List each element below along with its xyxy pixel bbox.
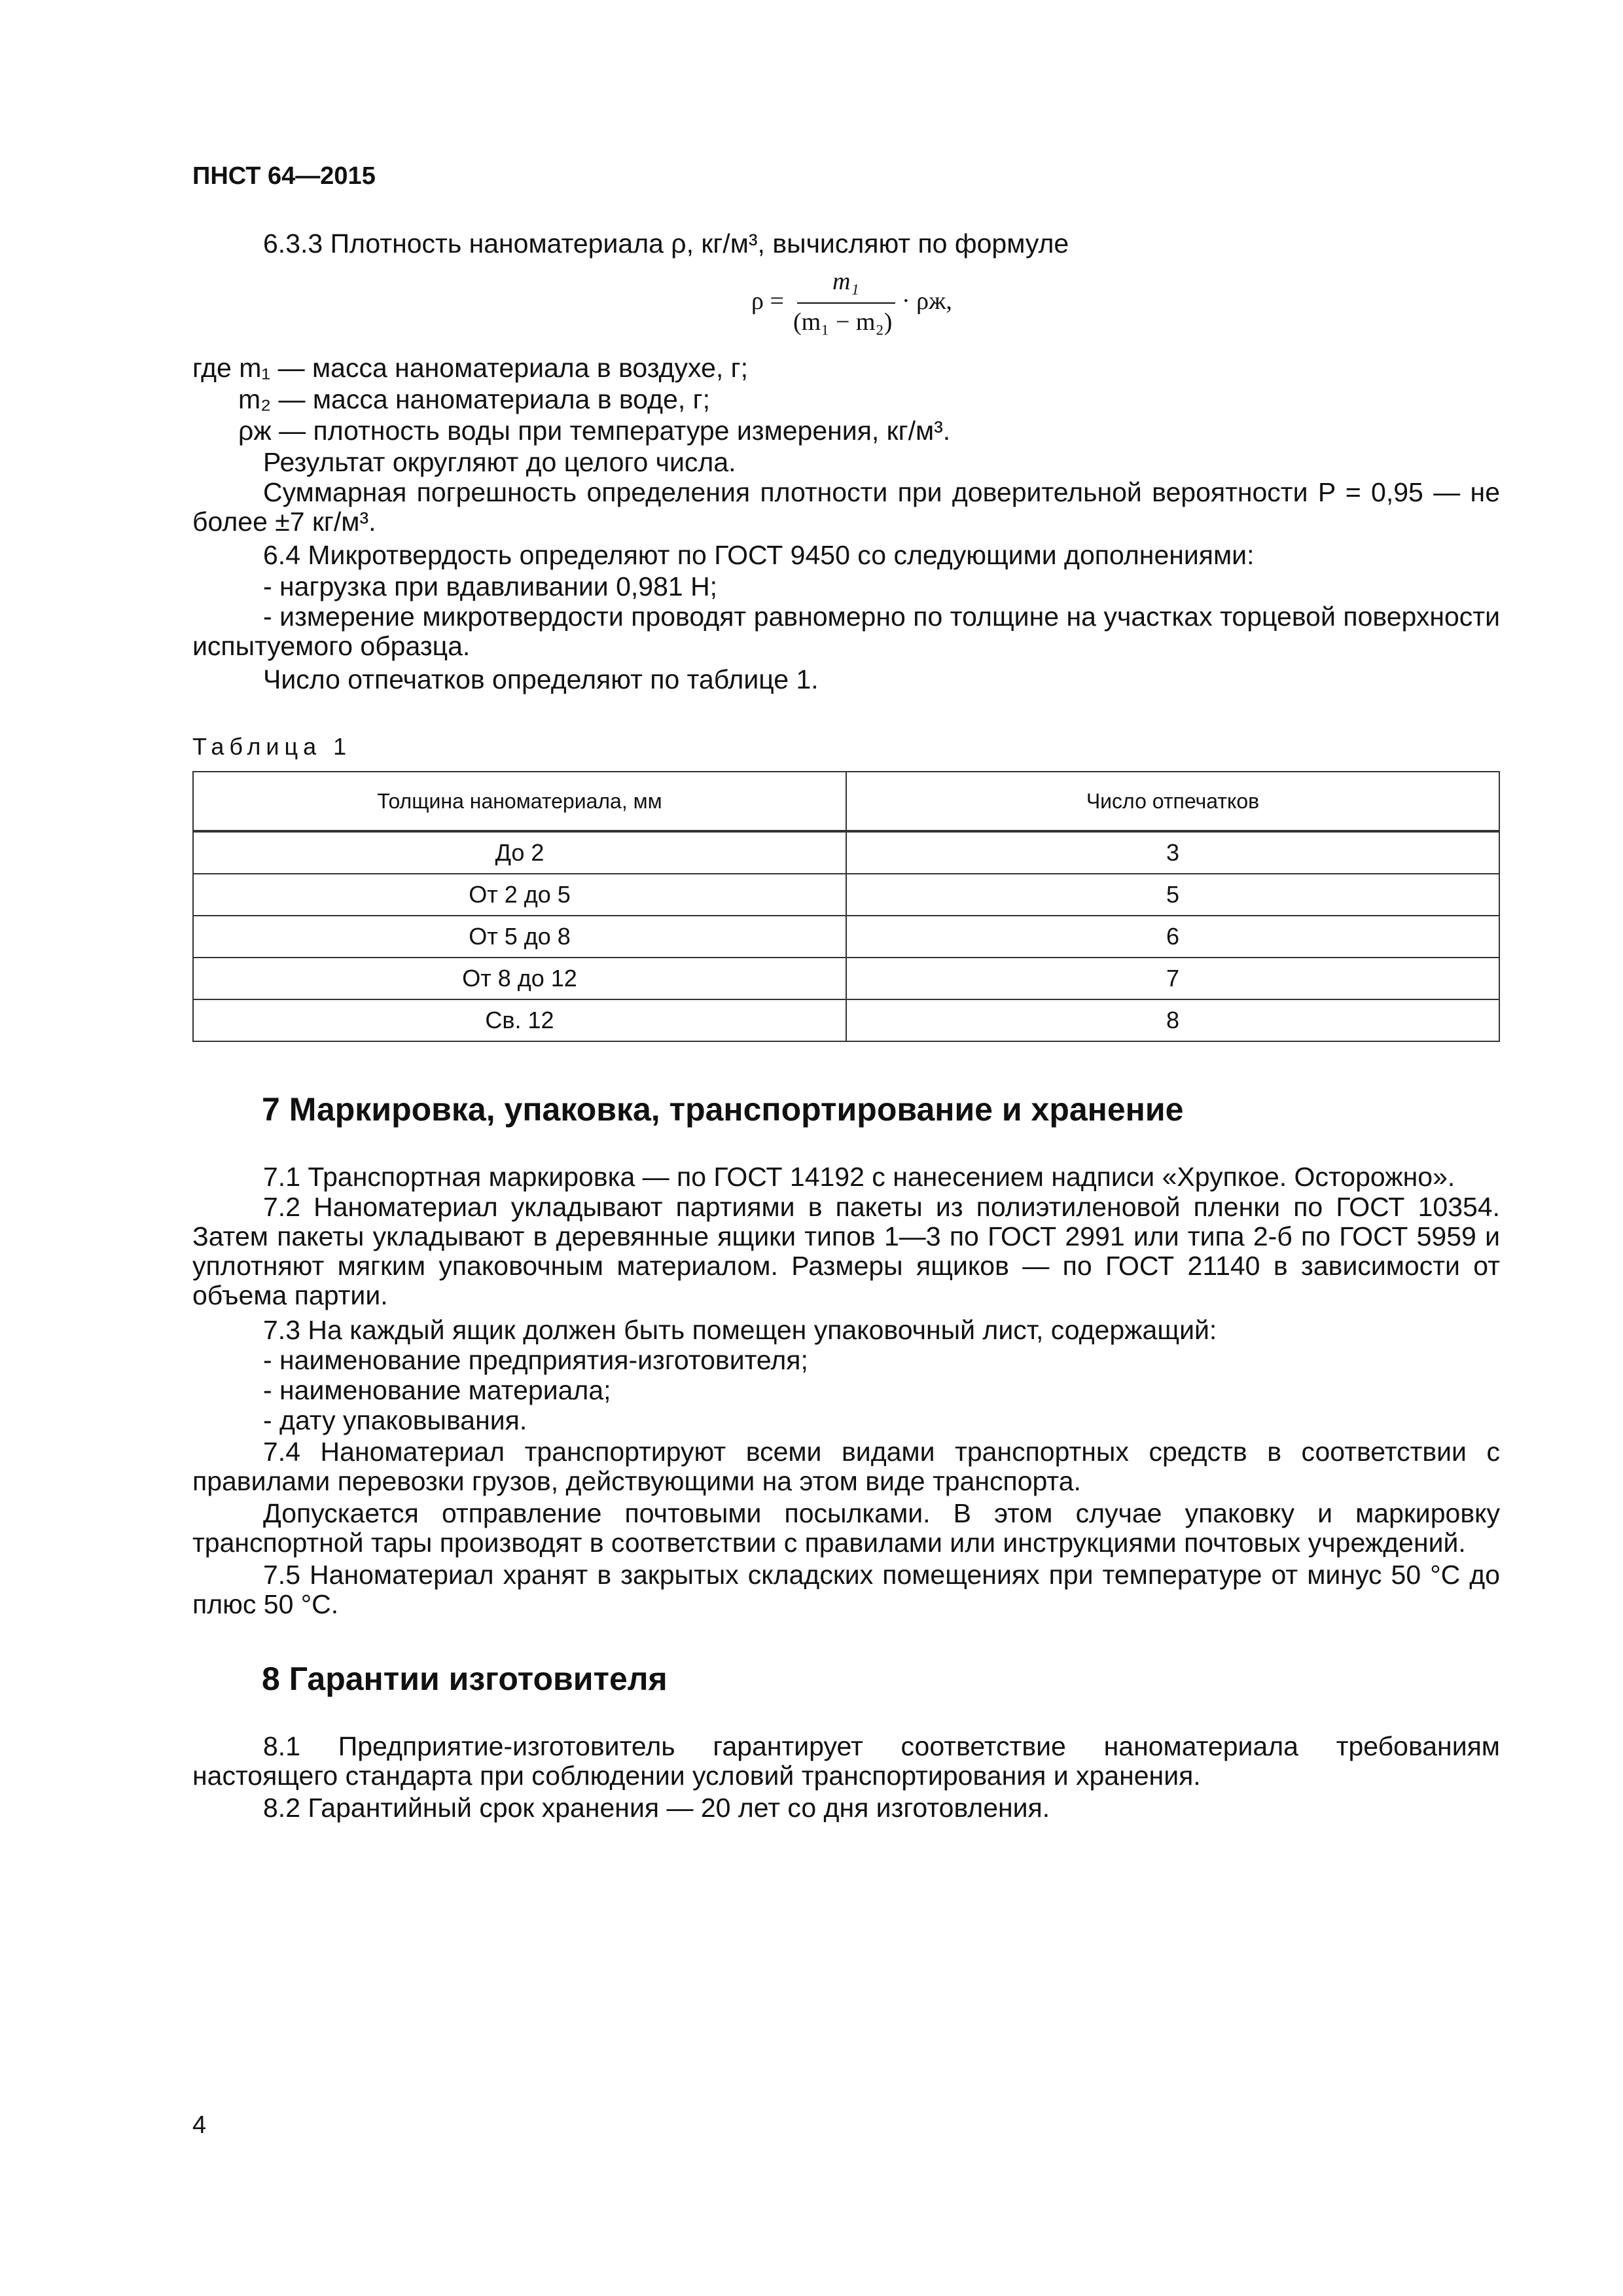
where-rho: ρж — плотность воды при температуре измерения, кг/м³.	[238, 416, 951, 446]
section-7-title: 7 Маркировка, упаковка, транспортирование и хранение	[262, 1091, 1184, 1128]
table-caption: Таблица 1	[192, 733, 352, 760]
table-cell: 3	[846, 831, 1499, 874]
paragraph-7-3-item2: - наименование материала;	[263, 1375, 611, 1405]
formula-fraction-bar	[797, 302, 895, 304]
table-cell: До 2	[193, 831, 846, 874]
where-m2: m₂ — масса наноматериала в воде, г;	[238, 384, 711, 414]
table-header-thickness: Толщина наноматериала, мм	[193, 772, 846, 831]
table-header-count: Число отпечатков	[846, 772, 1499, 831]
paragraph-7-3-item1: - наименование предприятия-изготовителя;	[263, 1345, 808, 1375]
where-m1: где m₁ — масса наноматериала в воздухе, г;	[192, 353, 749, 383]
table-row	[193, 916, 1499, 958]
paragraph-6-4: 6.4 Микротвердость определяют по ГОСТ 9450 со следующими дополнениями:	[263, 540, 1255, 570]
paragraph-7-3: 7.3 На каждый ящик должен быть помещен упаковочный лист, содержащий:	[263, 1315, 1217, 1345]
formula-tail: · ρж,	[902, 287, 952, 315]
paragraph-7-4: 7.4 Наноматериал транспортируют всеми видами транспортных средств в соответствии с правилами перевозки грузов, действующими на этом виде транспорта.	[192, 1437, 1500, 1496]
table-row	[193, 831, 1499, 874]
paragraph-6-4-item2: - измерение микротвердости проводят равномерно по толщине на участках торцевой поверхности испытуемого образца.	[192, 601, 1500, 661]
paragraph-7-3-item3: - дату упаковывания.	[263, 1405, 527, 1435]
table-cell: 7	[846, 958, 1499, 999]
error-note: Суммарная погрешность определения плотности при доверительной вероятности P = 0,95 — не более ±7 кг/м³.	[192, 477, 1500, 537]
paragraph-6-4-item1: - нагрузка при вдавливании 0,981 Н;	[263, 571, 718, 601]
table-cell: Св. 12	[193, 999, 846, 1041]
formula-denominator: (m₁ − m₂)	[793, 308, 893, 336]
formula-lhs: ρ =	[751, 287, 784, 315]
table-cell: От 5 до 8	[193, 916, 846, 958]
table-cell: 5	[846, 874, 1499, 916]
paragraph-7-4-post: Допускается отправление почтовыми посылками. В этом случае упаковку и маркировку транспортной тары производят в соответствии с правилами или инструкциями почтовых учреждений.	[192, 1498, 1500, 1558]
page-number: 4	[192, 2111, 207, 2139]
document-code-header: ПНСТ 64—2015	[192, 162, 376, 190]
density-formula	[751, 267, 974, 339]
table-cell: 8	[846, 999, 1499, 1041]
paragraph-6-4-count: Число отпечатков определяют по таблице 1.	[263, 664, 819, 694]
paragraph-7-1: 7.1 Транспортная маркировка — по ГОСТ 14192 с нанесением надписи «Хрупкое. Осторожно».	[263, 1162, 1455, 1192]
formula-numerator: m₁	[832, 268, 859, 295]
table-row	[193, 958, 1499, 999]
paragraph-8-1: 8.1 Предприятие-изготовитель гарантирует соответствие наноматериала требованиям настоящего стандарта при соблюдении условий транспортирования и хранения.	[192, 1731, 1500, 1791]
table-row	[193, 999, 1499, 1041]
paragraph-8-2: 8.2 Гарантийный срок хранения — 20 лет со дня изготовления.	[263, 1793, 1050, 1823]
section-8-title: 8 Гарантии изготовителя	[262, 1660, 668, 1697]
rounding-note: Результат округляют до целого числа.	[263, 447, 736, 477]
paragraph-6-3-3: 6.3.3 Плотность наноматериала ρ, кг/м³, вычисляют по формуле	[263, 228, 1069, 259]
table-cell: 6	[846, 916, 1499, 958]
paragraph-7-5: 7.5 Наноматериал хранят в закрытых складских помещениях при температуре от минус 50 °С до плюс 50 °С.	[192, 1560, 1500, 1619]
table-cell: От 2 до 5	[193, 874, 846, 916]
table-cell: От 8 до 12	[193, 958, 846, 999]
table-1	[192, 771, 1500, 1042]
paragraph-7-2: 7.2 Наноматериал укладывают партиями в пакеты из полиэтиленовой пленки по ГОСТ 10354. Затем пакеты укладывают в деревянные ящики типов 1—3 по ГОСТ 2991 или типа 2-б по ГОСТ 5959 и уплотняют мягким упаковочным материалом. Размеры ящиков — по ГОСТ 21140 в зависимости от объема партии.	[192, 1192, 1500, 1310]
table-row	[193, 874, 1499, 916]
